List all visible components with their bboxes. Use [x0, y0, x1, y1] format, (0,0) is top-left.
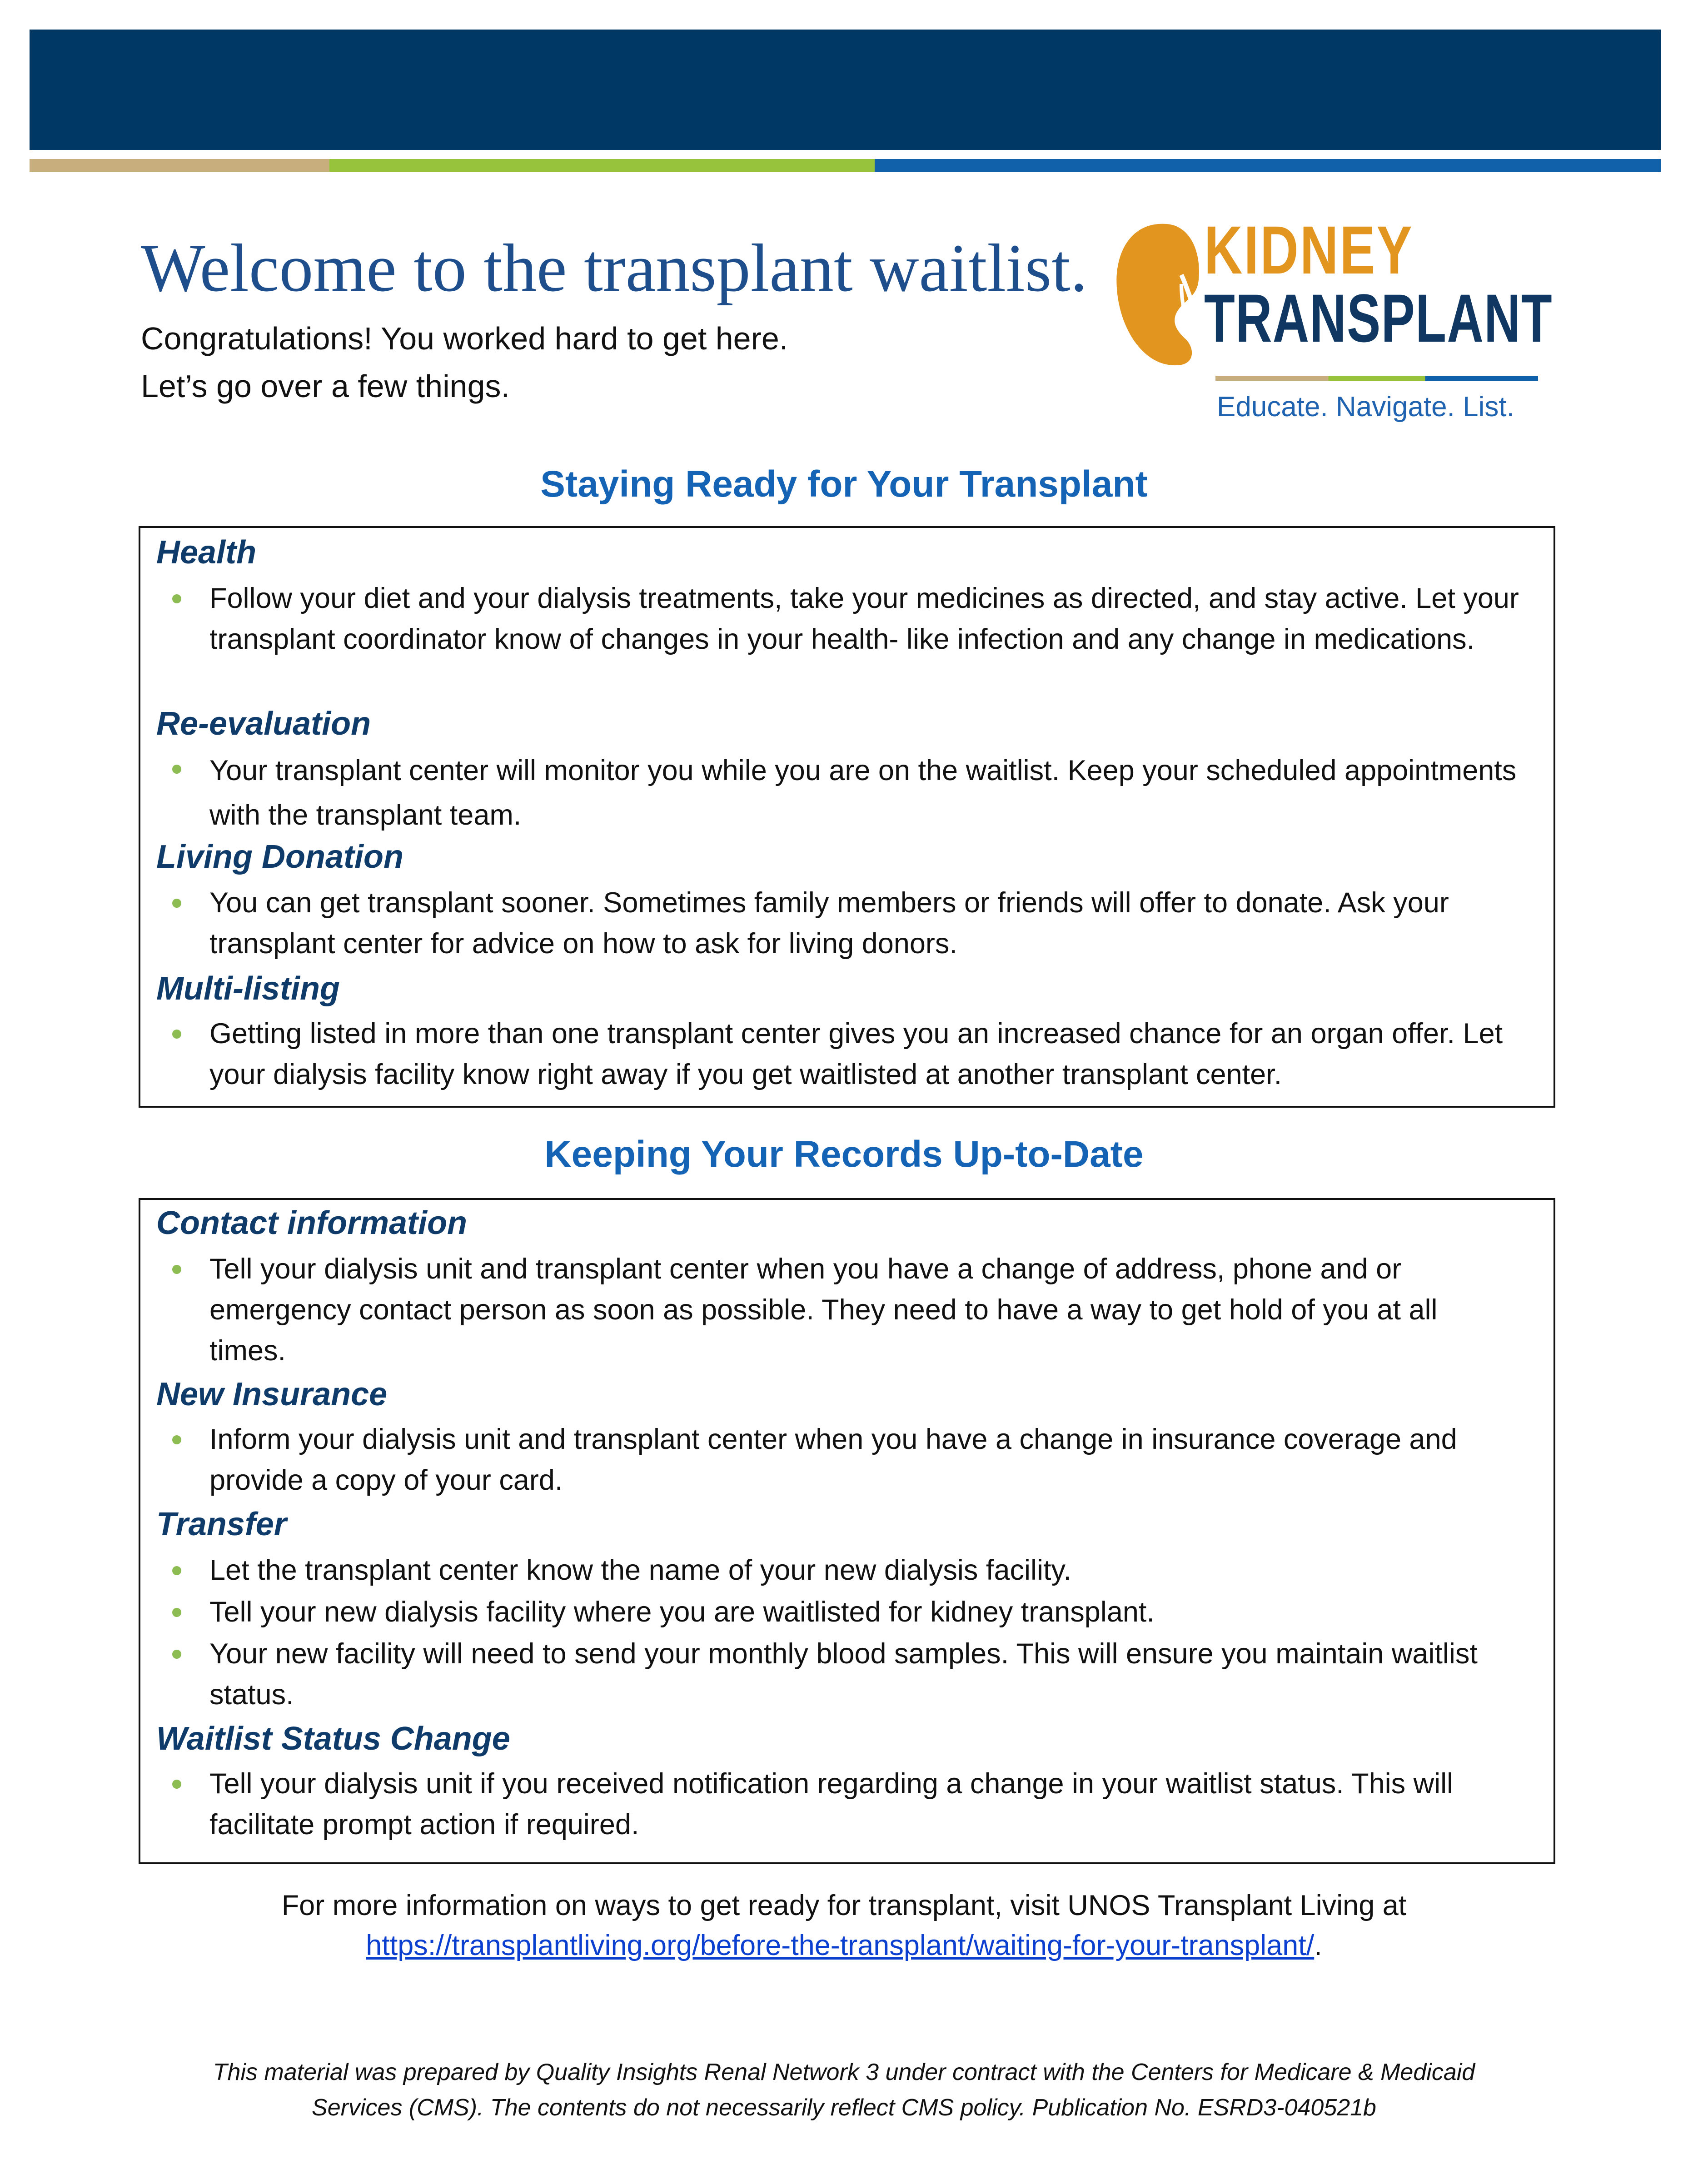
kidney-transplant-logo — [1113, 212, 1553, 432]
kidney-icon — [1113, 220, 1209, 370]
logo-word-kidney: KIDNEY — [1204, 212, 1414, 288]
topic-health — [156, 536, 256, 569]
list-item: Getting listed in more than one transplant center gives you an increased chance for an organ offer. Let your dialysis facility know right away if you get waitlisted at another transplant center. — [177, 1013, 1522, 1095]
accent-stripe-green — [329, 159, 875, 172]
topic-transfer — [156, 1508, 287, 1541]
list-item: Tell your dialysis unit and transplant center when you have a change of address, phone and or emergency contact person as soon as possible. They need to have a way to get hold of you at all times. — [177, 1249, 1522, 1371]
logo-underline — [1215, 376, 1538, 381]
intro-line-1: Congratulations! You worked hard to get here. — [141, 321, 788, 356]
topic-heading: Contact information — [156, 1205, 467, 1241]
section-box-keeping-records — [139, 1198, 1555, 1864]
intro-line-2: Let’s go over a few things. — [141, 368, 510, 404]
list-item: Tell your new dialysis facility where you are waitlisted for kidney transplant. — [177, 1592, 1522, 1632]
link-suffix: . — [1314, 1930, 1322, 1961]
topic-heading: Health — [156, 534, 257, 571]
list-item: Let the transplant center know the name of your new dialysis facility. — [177, 1550, 1522, 1591]
topic-waitlist-status-change — [156, 1722, 510, 1755]
topic-heading: Transfer — [156, 1506, 287, 1542]
bullet-dot-icon — [172, 1265, 181, 1274]
topic-heading: Waitlist Status Change — [156, 1721, 510, 1757]
list-item: Your new facility will need to send your monthly blood samples. This will ensure you maintain waitlist status. — [177, 1633, 1522, 1715]
topic-contact-information — [156, 1207, 467, 1239]
topic-living-donation — [156, 841, 403, 873]
topic-heading: Re-evaluation — [156, 706, 371, 742]
header-banner — [30, 30, 1661, 150]
list-item: Follow your diet and your dialysis treatments, take your medicines as directed, and stay active. Let your transplant coordinator know of changes in your health- like infection and any change in medications. — [177, 578, 1522, 660]
list-item: Your transplant center will monitor you while you are on the waitlist. Keep your scheduled appointments with the transplant team. — [177, 748, 1522, 837]
list-item: Tell your dialysis unit if you received notification regarding a change in your waitlist status. This will facilitate prompt action if required. — [177, 1763, 1522, 1845]
bullet-dot-icon — [172, 765, 181, 774]
topic-re-evaluation — [156, 707, 371, 740]
transplant-living-link[interactable]: https://transplantliving.org/before-the-transplant/waiting-for-your-transplant/ — [366, 1930, 1315, 1961]
bullet-dot-icon — [172, 1780, 181, 1789]
list-item: Inform your dialysis unit and transplant center when you have a change in insurance coverage and provide a copy of your card. — [177, 1419, 1522, 1501]
bullet-dot-icon — [172, 1030, 181, 1039]
disclaimer-line-2: Services (CMS). The contents do not necessarily reflect CMS policy. Publication No. ESRD3-040521b — [312, 2094, 1376, 2121]
page-title: Welcome to the transplant waitlist. — [141, 230, 1088, 306]
logo-word-transplant: TRANSPLANT — [1204, 280, 1553, 356]
topic-heading: Living Donation — [156, 839, 403, 875]
disclaimer-line-1: This material was prepared by Quality Insights Renal Network 3 under contract with the Centers for Medicare & Medicaid — [213, 2059, 1475, 2085]
section-title-staying-ready: Staying Ready for Your Transplant — [540, 463, 1148, 505]
bullet-dot-icon — [172, 1650, 181, 1659]
bullet-dot-icon — [172, 1608, 181, 1617]
bullet-dot-icon — [172, 594, 181, 603]
list-item: You can get transplant sooner. Sometimes family members or friends will offer to donate. Ask your transplant center for advice on how to ask for living donors. — [177, 882, 1522, 964]
more-info-paragraph — [0, 1886, 1688, 1965]
accent-stripe-blue — [875, 159, 1661, 172]
accent-stripe-tan — [30, 159, 329, 172]
bullet-dot-icon — [172, 899, 181, 908]
more-info-text: For more information on ways to get ready for transplant, visit UNOS Transplant Living at — [281, 1890, 1407, 1921]
disclaimer — [0, 2055, 1688, 2125]
section-box-staying-ready — [139, 526, 1555, 1108]
section-title-keeping-records: Keeping Your Records Up-to-Date — [544, 1134, 1144, 1175]
topic-heading: New Insurance — [156, 1376, 388, 1413]
topic-heading: Multi-listing — [156, 970, 340, 1007]
topic-multi-listing — [156, 972, 340, 1005]
topic-new-insurance — [156, 1378, 387, 1411]
more-info-link-line — [0, 1925, 1688, 1965]
bullet-dot-icon — [172, 1566, 181, 1575]
logo-tagline: Educate. Navigate. List. — [1217, 391, 1514, 423]
bullet-dot-icon — [172, 1435, 181, 1444]
